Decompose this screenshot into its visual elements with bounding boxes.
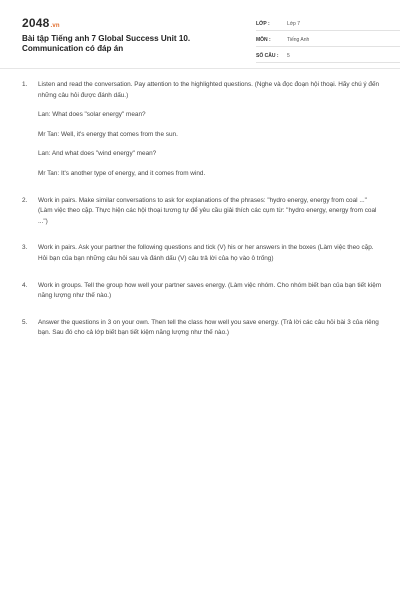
dialogue-line: Mr Tan: It's another type of energy, and it comes from wind. (38, 169, 206, 177)
question-number: 2. (22, 196, 28, 204)
dialogue-line: Mr Tan: Well, it's energy that comes from the sun. (38, 130, 178, 138)
question-body (38, 281, 382, 302)
logo-text: 2048 (22, 16, 50, 30)
site-logo[interactable] (22, 16, 60, 30)
document-header (22, 14, 378, 60)
question-number: 3. (22, 244, 28, 252)
meta-value: Lớp 7 (287, 20, 301, 27)
question-text: Answer the questions in 3 on your own. Then tell the class how well you save energy. (Trả lời các câu hỏi bài 3 của riêng bạn. Sau đó cho cả lớp biết bạn tiết kiệm năng lượng như thế nào.) (38, 318, 379, 337)
question-number: 5. (22, 318, 28, 326)
dialogue-line: Lan: And what does "wind energy" mean? (38, 150, 157, 158)
document-meta (256, 17, 400, 65)
logo-tld: .vn (50, 23, 60, 29)
dialogue-line: Lan: What does "solar energy" mean? (38, 111, 146, 119)
question-body (38, 196, 382, 228)
question-body (38, 243, 382, 264)
question-item (22, 196, 382, 228)
meta-row-subject (256, 33, 400, 47)
question-text: Listen and read the conversation. Pay attention to the highlighted questions. (Nghe và đọc đoạn hội thoại. Hãy chú ý đến những câu hỏi được đánh dấu.) (38, 81, 380, 99)
meta-value: Tiếng Anh (287, 36, 310, 43)
question-item (22, 281, 382, 302)
meta-value: 5 (287, 52, 290, 59)
question-item (22, 80, 382, 180)
question-body (38, 80, 382, 180)
question-number: 4. (22, 281, 28, 289)
question-item (22, 318, 382, 339)
meta-row-question-count (256, 49, 400, 63)
header-divider (0, 68, 400, 69)
question-list (22, 80, 382, 349)
question-item (22, 243, 382, 264)
question-text: Work in pairs. Ask your partner the following questions and tick (V) his or her answers in the boxes (Làm việc theo cặp. Hỏi bạn của bạn những câu hỏi sau và đánh dấu (V) câu trả lời của họ vào ô trống) (38, 244, 374, 262)
meta-label: MÔN : (256, 36, 271, 43)
document-title: Bài tập Tiếng anh 7 Global Success Unit 10. Communication có đáp án (22, 34, 191, 53)
question-text: Work in groups. Tell the group how well your partner saves energy. (Làm việc nhóm. Cho nhóm biết bạn của bạn tiết kiệm năng lượng như thế nào.) (38, 281, 382, 300)
question-text: Work in pairs. Make similar conversations to ask for explanations of the phrases: "hydro energy, energy from coal ..." (Làm việc theo cặp. Thực hiện các hội thoại tương tự để yêu cầu giải thích các cụm từ: "hydro energy, energy from coal ...") (38, 196, 377, 225)
meta-row-class (256, 17, 400, 31)
meta-label: LỚP : (256, 20, 270, 27)
question-body (38, 318, 382, 339)
question-number: 1. (22, 81, 28, 88)
meta-label: SỐ CÂU : (256, 52, 279, 59)
